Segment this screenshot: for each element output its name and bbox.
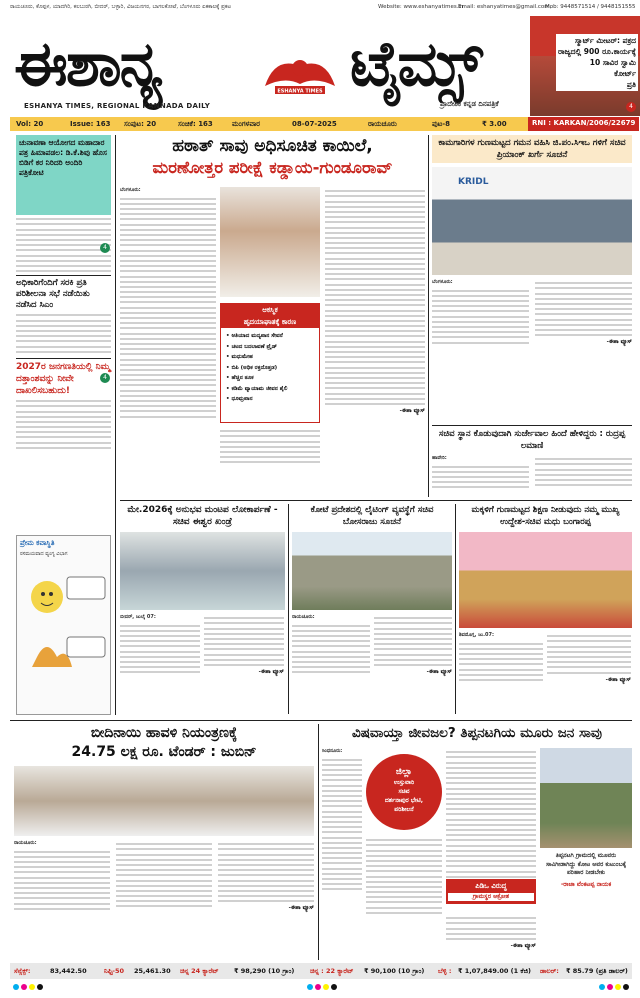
right-top-story[interactable] xyxy=(432,135,632,360)
cartoon-subtitle: ರಸಮಯವಾದ ವ್ಯಂಗ್ಯ ವಿಭಾಗ xyxy=(20,551,68,557)
story-a[interactable] xyxy=(120,504,285,714)
quote-author: -ರಾಜಾ ವೆಂಕಟಪ್ಪ ನಾಯಕ xyxy=(560,880,612,888)
right-top-byline: -ಈಶಾ ವ್ಯೂಸ್ xyxy=(606,339,632,346)
page-badge: 4 xyxy=(100,243,110,253)
promo-page-badge: 4 xyxy=(626,102,636,112)
right-top-headline-box xyxy=(432,135,632,163)
story-d-byline: -ಈಶಾ ವ್ಯೂಸ್ xyxy=(288,905,314,912)
samputa: ಸಂಪುಟ: 20 xyxy=(124,120,157,128)
lead-col-3 xyxy=(325,187,425,415)
date: 08-07-2025 xyxy=(292,120,337,128)
quote-text: ತಿಪ್ಪನಟಗಿ ಗ್ರಾಮದಲ್ಲಿ ಮೂವರು ಸಾವಿಗೀಡಾಗಿದ್ದು ಕೋಟ ಅವರ ಕುಟುಂಬಕ್ಕೆ ಪರಿಹಾರ ನೀಡಬೇಕು xyxy=(545,852,627,876)
sensex-label: ಸೆನ್ಸೆಕ್ಸ್: xyxy=(14,967,31,975)
sanchike: ಸಂಚಿಕೆ: 163 xyxy=(178,120,213,128)
dollar-value: ₹ 85.79 (ಪ್ರತಿ ಡಾಲರ್) xyxy=(566,967,628,975)
tagline: ಪ್ರಾದೇಶಿಕ ಕನ್ನಡ ದಿನಪತ್ರಿಕೆ xyxy=(440,100,499,108)
promo-box[interactable] xyxy=(530,16,640,116)
nifty-label: ನಿಫ್ಟಿ-50 xyxy=(104,967,124,975)
left-story-3-headline: 2027ರ ಜನಗಣತಿಯಲ್ಲಿ ನಿಮ್ಮ ದತ್ತಾಂಶವನ್ನು ನೀವೇ ದಾಖಲಿಸಬಹುದು! xyxy=(16,361,111,396)
nifty-value: 25,461.30 xyxy=(134,967,171,975)
info-item: • ಹೆಚ್ಚಿನ ತೂಕ xyxy=(226,375,254,381)
gold24-label: ಚಿನ್ನ 24 ಕ್ಯಾರೆಟ್ xyxy=(180,967,219,975)
info-item: • ಬಿಪಿ (ಅಧಿಕ ರಕ್ತದೊತ್ತಡ) xyxy=(226,364,278,371)
editions-text: ರಾಯಚೂರು, ಕೊಪ್ಪಳ, ಯಾದಗಿರಿ, ಕಲಬುರಗಿ, ಬೀದರ್, ಬಳ್ಳಾರಿ, ವಿಜಯನಗರ, ಬಾಗಲಕೋಟೆ, ಬೆಂಗಳೂರು ಏಕಕಾಲಕ್ಕೆ ಪ್ರಕಟ xyxy=(10,4,231,10)
story-e-col-1 xyxy=(322,748,362,894)
story-b[interactable] xyxy=(292,504,452,714)
left-story-1-body xyxy=(16,218,111,272)
price: ₹ 3.00 xyxy=(482,120,507,128)
right-top-dateline: ಬೆಂಗಳೂರು: xyxy=(432,279,453,285)
story-a-headline: ಮೇ.2026ಕ್ಕೆ ಅನುಭವ ಮಂಟಪ ಲೋಕಾರ್ಪಣೆ - ಸಚಿವ ಈಶ್ವರ ಖಂಡ್ರೆ xyxy=(127,505,278,527)
story-b-headline: ಕೋಟೆ ಪ್ರದೇಶದಲ್ಲಿ ಲೈಟಿಂಗ್ ವ್ಯವಸ್ಥೆಗೆ ಸಚಿವ ಬೋಸರಾಜು ಸೂಚನೆ xyxy=(310,505,434,527)
story-a-photo xyxy=(120,532,285,610)
dollar-label: ಡಾಲರ್: xyxy=(540,967,559,975)
mobile-text: Mob: 9448571514 / 9448151555 xyxy=(545,4,636,10)
lead-byline: -ಈಶಾ ವ್ಯೂಸ್ xyxy=(399,408,425,415)
village-photo xyxy=(540,748,632,848)
issue: Issue: 163 xyxy=(70,120,111,128)
left-story-2[interactable] xyxy=(16,275,111,358)
gold22-value: ₹ 90,100 (10 ಗ್ರಾಂ) xyxy=(364,967,425,975)
right-top-headline: ಕಾಮಗಾರಿಗಳ ಗುಣಮಟ್ಟದ ಗಮನ ವಹಿಸಿ ಜಿ.ಪಂ.ಸಿಇಒ ಗಳಿಗೆ ಸಚಿವ ಪ್ರಿಯಾಂಕ್ ಖರ್ಗೆ ಸೂಚನೆ xyxy=(438,138,626,160)
silver-label: ಬೆಳ್ಳಿ : xyxy=(438,967,452,975)
info-item: • ಧೂಮ್ರಪಾನ xyxy=(226,396,253,402)
sensex-value: 83,442.50 xyxy=(50,967,87,975)
story-c-dateline: ಶಿವಮೊಗ್ಗ, ಜು.07: xyxy=(459,632,494,638)
lead-headline-1: ಹಠಾತ್ ಸಾವು ಅಧಿಸೂಚಿತ ಕಾಯಿಲೆ, xyxy=(172,136,373,156)
info-box-title: ಆಕಸ್ಮಿಕ xyxy=(221,304,319,317)
story-d[interactable] xyxy=(14,724,314,960)
gold22-label: ಚಿನ್ನ : 22 ಕ್ಯಾರೆಟ್ xyxy=(310,967,354,975)
emblem-label: ESHANYA TIMES xyxy=(277,88,323,95)
story-d-headline-2: 24.75 ಲಕ್ಷ ರೂ. ಟೆಂಡರ್ : ಜುಬಿನ್ xyxy=(71,744,257,760)
lead-col-2-bottom xyxy=(220,427,320,467)
story-e-headline: ವಿಷವಾಯ್ತಾ ಜೀವಜಲ? ತಿಪ್ಪನಟಗಿಯ ಮೂರು ಜನ ಸಾವು xyxy=(352,725,602,741)
story-d-dateline: ರಾಯಚೂರು: xyxy=(14,840,37,846)
website-text[interactable]: Website: www.eshanyatimes.in xyxy=(378,4,464,10)
story-e-byline: -ಈಶಾ ವ್ಯೂಸ್ xyxy=(510,943,536,950)
day: ಮಂಗಳವಾರ xyxy=(232,120,261,128)
story-b-byline: -ಈಶಾ ವ್ಯೂಸ್ xyxy=(426,669,452,676)
divider xyxy=(120,500,632,501)
kridl-label: KRIDL xyxy=(458,177,489,187)
lead-col-1 xyxy=(120,187,216,421)
story-e-col-3b xyxy=(446,914,536,950)
page-badge-2: 4 xyxy=(100,373,110,383)
story-c-byline: -ಈಶಾ ವ್ಯೂಸ್ xyxy=(605,676,631,683)
story-d-photo xyxy=(14,766,314,836)
left-column xyxy=(16,135,111,715)
pdo-box xyxy=(446,879,536,904)
top-strip xyxy=(0,0,640,16)
divider xyxy=(318,724,319,960)
rni: RNI : KARKAN/2006/22679 xyxy=(528,117,639,131)
left-story-1[interactable] xyxy=(16,135,111,215)
silver-value: ₹ 1,07,849.00 (1 ಕೆಜಿ) xyxy=(458,967,531,975)
divider xyxy=(455,504,456,714)
story-c-photo xyxy=(459,532,632,628)
cartoon-panel xyxy=(16,535,111,715)
info-item: • ಕಡಿಮೆ ವ್ಯಾಯಾಮ ಜೀವನ ಶೈಲಿ xyxy=(226,385,288,392)
info-item: • ಮಧುಮೇಹ xyxy=(226,354,253,360)
cartoon-illustration xyxy=(17,557,110,697)
lead-story[interactable] xyxy=(120,135,425,497)
print-registration-strip xyxy=(10,983,632,991)
lead-headline-2: ಮರಣೋತ್ತರ ಪರೀಕ್ಷೆ ಕಡ್ಡಾಯ-ಗುಂಡೂರಾವ್ xyxy=(152,158,393,177)
pdo-subtitle: ಗ್ರಾಮಸ್ಥರ ಆಕ್ರೋಶ xyxy=(448,893,534,901)
vol: Vol: 20 xyxy=(16,120,44,128)
title-right: ಟೈಮ್ಸ್ xyxy=(350,27,481,100)
divider xyxy=(288,504,289,714)
story-e-col-2 xyxy=(366,836,442,917)
minister-photo xyxy=(220,187,320,297)
story-b-dateline: ರಾಯಚೂರು: xyxy=(292,614,315,620)
story-a-dateline: ಬೀದರ್, ಜುಲೈ 07: xyxy=(120,614,156,620)
email-text[interactable]: Email: eshanyatimes@gmail.com, xyxy=(458,4,552,10)
story-e-dateline: ಸಿಂಧನೂರು: xyxy=(322,748,343,754)
story-e-col-3 xyxy=(446,748,536,886)
left-story-1-headline: ಚುನಾವಣಾ ಆಯೋಗದ ಮಹಾದಾರ ಪತ್ರ ಹಿಮಾಪಡಲ: ಡಿ.ಕೆ.ಶಿವು ಹೊಸ ಬಿಡಿಗೆ ಕರ ನಿರಿದರಿ ಅಂದಿರಿ ಪತ್ರಿಕೋಟಿ xyxy=(19,138,107,177)
pull-quote xyxy=(540,852,632,889)
place: ರಾಯಚೂರು xyxy=(368,120,397,128)
right-mid-dateline: ಹಾವೇರಿ: xyxy=(432,455,447,461)
story-c[interactable] xyxy=(459,504,632,714)
divider xyxy=(10,720,632,721)
left-story-2-headline: ಅಧಿಕಾರಿಗೆಂದಿಗೆ ಸರಕಿ ಪ್ರತಿ ಪರಿಶೀಲನಾ ಸಭೆ ನಡೆಯಿತು ನಡೆಸಿದ ಸಿಎಂ xyxy=(16,278,90,311)
issue-info-bar xyxy=(10,117,636,131)
cartoon-title: ಪ್ರೇಮ ಕವಾಸ್ಥಿತಿ xyxy=(20,539,55,547)
info-box xyxy=(220,303,320,423)
story-d-headline-1: ಬೀದಿನಾಯಿ ಹಾವಳಿ ನಿಯಂತ್ರಣಕ್ಕೆ xyxy=(90,725,238,741)
promo-text: ಸ್ಮಾರ್ಟ್ ಮೀಟರ್: ಪಕ್ರದ ರಾಜ್ಯದಲ್ಲಿ 900 ರೂ.ಕಾರ್ಯಕ್ಕೆ 10 ಸಾವಿರ ಸ್ವಾಮಿ ಕೋರ್ಟ್ ಪ್ರತಿ xyxy=(557,36,636,89)
right-mid-story[interactable] xyxy=(432,425,632,497)
pdo-title: ಪಿಡಿಒ ವಿರುದ್ಧ xyxy=(475,882,507,890)
title-left: ಈಶಾನ್ಯ xyxy=(14,27,161,100)
market-bar xyxy=(10,963,632,979)
meeting-photo xyxy=(432,167,632,275)
story-c-headline: ಮಕ್ಕಳಿಗೆ ಗುಣಮಟ್ಟದ ಶಿಕ್ಷಣ ನೀಡುವುದು ನಮ್ಮ ಮುಖ್ಯ ಉದ್ದೇಶ-ಸಚಿವ ಮಧು ಬಂಗಾರಪ್ಪ xyxy=(471,505,620,527)
gold24-value: ₹ 98,290 (10 ಗ್ರಾಂ) xyxy=(234,967,295,975)
info-item: • ಅತಿಯಾದ ಮದ್ಯಪಾನ ಸೇವನೆ xyxy=(226,333,283,339)
english-subtitle: ESHANYA TIMES, REGIONAL KANNADA DAILY xyxy=(24,102,211,110)
divider xyxy=(428,135,429,497)
info-box-subtitle: ಹೃದಯಾಘಾತಕ್ಕೆ ಕಾರಣ xyxy=(221,317,319,328)
masthead xyxy=(10,16,640,116)
pages: ಪುಟ-8 xyxy=(432,120,451,128)
lead-dateline: ಬೆಂಗಳೂರು: xyxy=(120,187,141,193)
emblem-icon xyxy=(255,46,345,102)
story-e[interactable] xyxy=(322,724,632,960)
minister-visit-circle: ಜಿಲ್ಲಾ ಉಸ್ತುವಾರಿ ಸಚಿವ ದರ್ಶನಾಪುರ ಭೇಟಿ, ಪರಿಶೀಲನೆ xyxy=(366,754,442,830)
story-a-byline: -ಈಶಾ ವ್ಯೂಸ್ xyxy=(258,669,284,676)
story-b-photo xyxy=(292,532,452,610)
info-item: • ಚಟದ ಬದಲಾವಣೆ ಪ್ರೈಡ್ xyxy=(226,343,277,350)
divider xyxy=(115,135,116,715)
left-story-3[interactable] xyxy=(16,358,111,454)
right-mid-headline: ಸಚಿವ ಸ್ಥಾನ ಕೊಡುವುದಾಗಿ ಸುರ್ಜೇವಾಲ ಹಿಂದೆ ಹೇಳಿದ್ದರು : ರುದ್ರಪ್ಪ ಲಮಾಣಿ xyxy=(432,425,632,452)
